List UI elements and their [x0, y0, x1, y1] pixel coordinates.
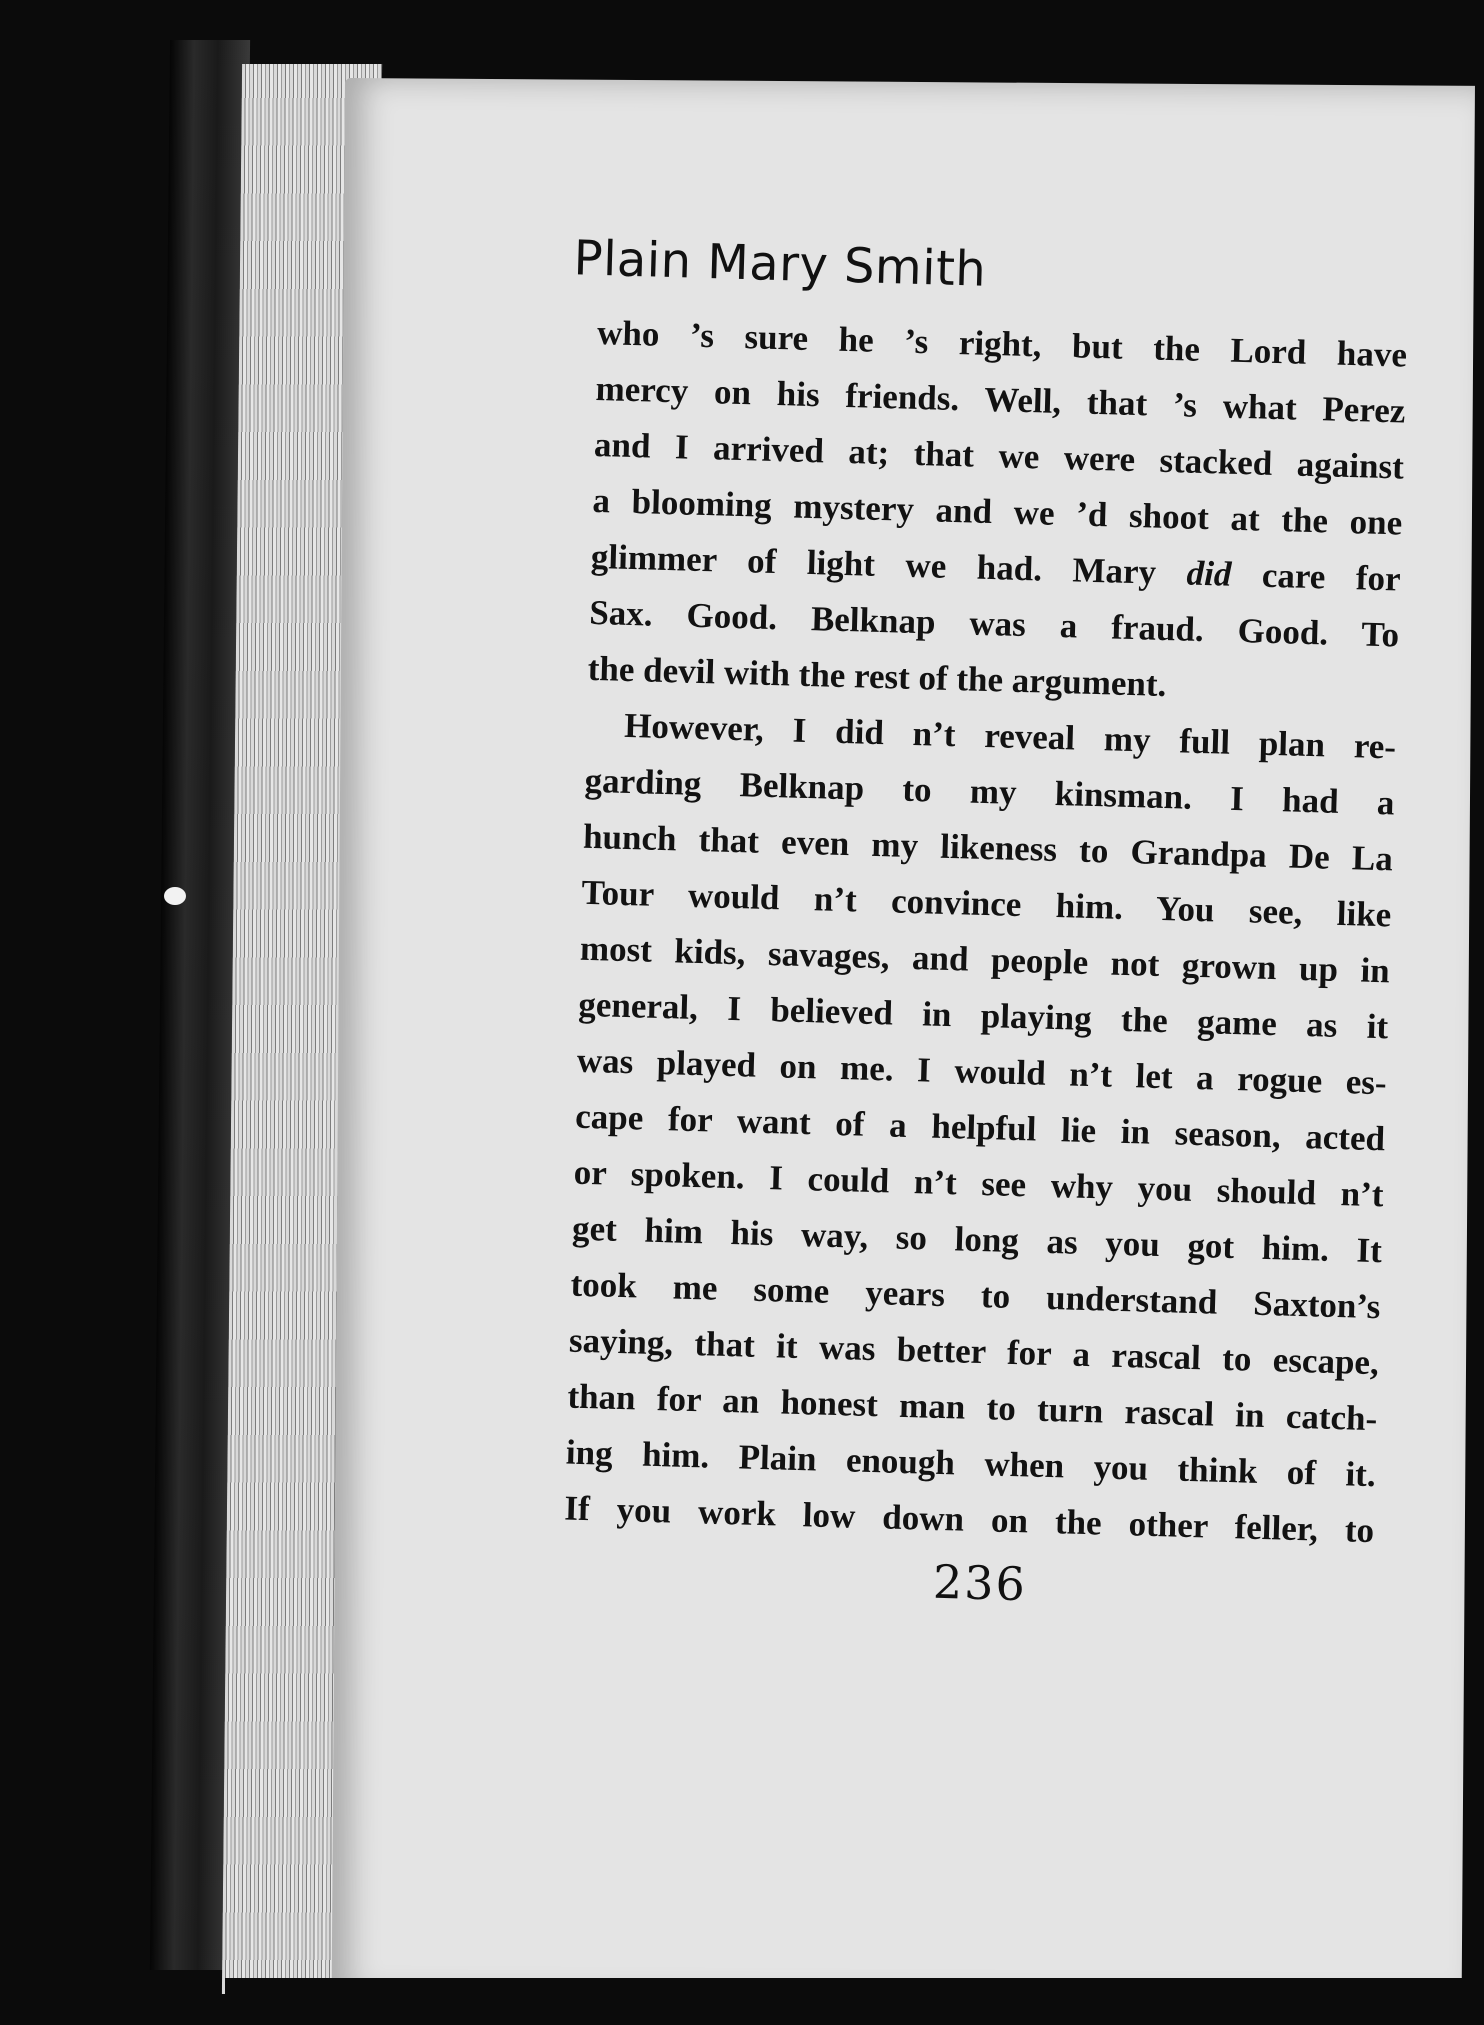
text-line: hunch that even my likeness to Grandpa De La [582, 816, 1394, 879]
text-line: glimmer of light we had. Mary did care for [590, 536, 1402, 599]
text-line: cape for want of a helpful lie in season, acted [574, 1096, 1386, 1159]
body-text [564, 305, 1408, 1559]
page-bottom-shadow [225, 1978, 1484, 2025]
text-line: garding Belknap to my kinsman. I had a [584, 760, 1395, 823]
text-line: ing him. Plain enough when you think of it. [565, 1432, 1377, 1495]
text-line: who ’s sure he ’s right, but the Lord have [596, 312, 1408, 375]
page-number: 236 [932, 1554, 1028, 1612]
text-line: than for an honest man to turn rascal in catch- [566, 1376, 1378, 1439]
text-line: mercy on his friends. Well, that ’s what Perez [595, 368, 1406, 431]
text-line: Tour would n’t convince him. You see, like [581, 872, 1392, 935]
text-line: get him his way, so long as you got him. It [571, 1208, 1383, 1271]
text-line: took me some years to understand Saxton’s [570, 1264, 1381, 1327]
text-line: If you work low down on the other feller, to [563, 1488, 1375, 1551]
emphasis: did [1186, 553, 1232, 594]
text-line: Sax. Good. Belknap was a fraud. Good. To [588, 592, 1400, 655]
text-line: was played on me. I would n’t let a rogue es- [576, 1040, 1388, 1103]
text-line: saying, that it was better for a rascal to escape, [568, 1320, 1380, 1383]
text-line: a blooming mystery and we ’d shoot at the one [591, 480, 1403, 543]
running-head: Plain Mary Smith [572, 230, 988, 298]
text-line: and I arrived at; that we were stacked against [593, 424, 1405, 487]
text-line: most kids, savages, and people not grown up in [579, 928, 1391, 991]
scan-blot [164, 887, 186, 905]
text-line: However, I did n’t reveal my full plan re- [623, 705, 1397, 767]
text-line: or spoken. I could n’t see why you should n’t [573, 1152, 1385, 1215]
text-line: the devil with the rest of the argument. [587, 648, 1167, 705]
text-line: general, I believed in playing the game as it [577, 984, 1389, 1047]
